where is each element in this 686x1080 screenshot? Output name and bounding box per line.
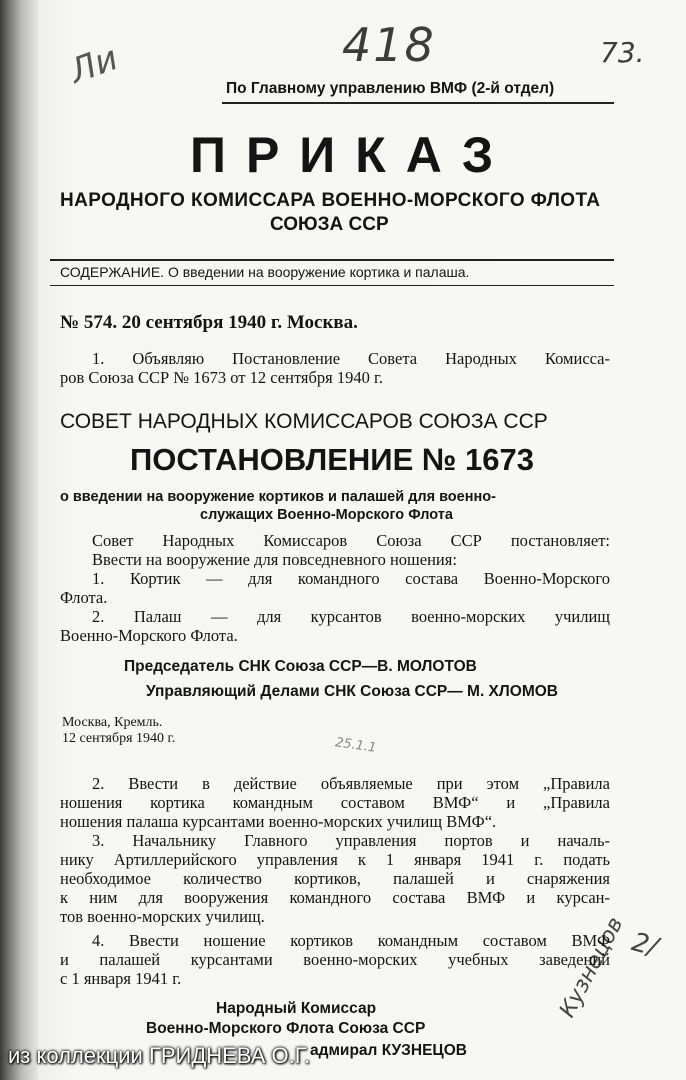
point-4-line-1: 4. Ввести ношение кортиков командным составом ВМФ [92, 931, 610, 950]
handwritten-note-top-left: Ли [64, 38, 124, 92]
handwritten-mark-middle: 25.1.1 [334, 735, 378, 756]
point-3-line-1: 3. Начальнику Главного управления портов и началь- [92, 831, 610, 850]
signature-title-1: Народный Комиссар [216, 1000, 377, 1017]
resolution-line-6: Военно-Морского Флота. [60, 626, 238, 645]
content-label: СОДЕРЖАНИЕ. [60, 264, 165, 280]
order-subtitle-2: СОЮЗА ССР [270, 214, 389, 235]
signature-khlomov: Управляющий Делами СНК Союза ССР— М. ХЛОМОВ [146, 683, 558, 700]
header-rule [222, 102, 614, 104]
resolution-line-2: Ввести на вооружение для повседневного ношения: [92, 550, 457, 569]
content-summary [60, 264, 469, 280]
order-point-1-line-2: ров Союза ССР № 1673 от 12 сентября 1940 г. [60, 368, 384, 387]
point-2-line-2: ношения кортика командным составом ВМФ“ и „Правила [60, 793, 610, 812]
point-3-line-3: необходимое количество кортиков, палашей и снаряжения [60, 869, 610, 888]
content-rule-bottom [50, 285, 614, 286]
order-point-1-line-1: 1. Объявляю Постановление Совета Народных Комисса- [92, 349, 610, 368]
point-3-line-5: тов военно-морских училищ. [60, 907, 265, 926]
point-3-line-4: к ним для вооружения командного состава ВМФ и курсан- [60, 888, 610, 907]
handwritten-stamp-right: 2/ [628, 927, 661, 963]
handwritten-sheet-number: 73. [600, 36, 645, 69]
collection-watermark: из коллекции ГРИДНЕВА О.Г. [8, 1043, 311, 1068]
handwritten-page-number: 418 [342, 18, 436, 72]
resolution-line-3: 1. Кортик — для командного состава Военно-Морского [92, 569, 610, 588]
resolution-title: ПОСТАНОВЛЕНИЕ № 1673 [130, 442, 535, 477]
point-4-line-3: с 1 января 1941 г. [60, 969, 182, 988]
council-heading: СОВЕТ НАРОДНЫХ КОМИССАРОВ СОЮЗА ССР [60, 410, 548, 433]
resolution-line-1: Совет Народных Комиссаров Союза ССР постановляет: [92, 531, 610, 550]
signature-name: адмирал КУЗНЕЦОВ [310, 1042, 467, 1059]
resolution-line-4: Флота. [60, 588, 108, 607]
signature-molotov: Председатель СНК Союза ССР—В. МОЛОТОВ [124, 658, 477, 675]
signature-title-2: Военно-Морского Флота Союза ССР [146, 1020, 426, 1037]
resolution-about-2: служащих Военно-Морского Флота [200, 507, 453, 523]
handwritten-signature-right: Кузнецов [555, 913, 629, 1022]
content-rule-top [50, 259, 614, 261]
point-2-line-3: ношения палаша курсантами военно-морских училищ ВМФ“. [60, 812, 497, 831]
content-text: О введении на вооружение кортика и палаша. [167, 264, 470, 280]
point-2-line-1: 2. Ввести в действие объявляемые при этом „Правила [92, 774, 610, 793]
order-subtitle-1: НАРОДНОГО КОМИССАРА ВОЕННО-МОРСКОГО ФЛОТА [60, 190, 601, 211]
order-title: ПРИКАЗ [190, 127, 514, 183]
resolution-date: 12 сентября 1940 г. [62, 731, 176, 746]
point-4-line-2: и палашей курсантами военно-морских учебных заведений [60, 950, 610, 969]
resolution-line-5: 2. Палаш — для курсантов военно-морских училищ [92, 607, 610, 626]
order-number-line: № 574. 20 сентября 1940 г. Москва. [60, 312, 358, 333]
resolution-place: Москва, Кремль. [62, 715, 163, 730]
point-3-line-2: нику Артиллерийского управления к 1 января 1941 г. подать [60, 850, 610, 869]
resolution-about-1: о введении на вооружение кортиков и палашей для военно- [60, 489, 496, 505]
binding-shadow [0, 0, 38, 1080]
department-line: По Главному управлению ВМФ (2-й отдел) [226, 80, 555, 97]
